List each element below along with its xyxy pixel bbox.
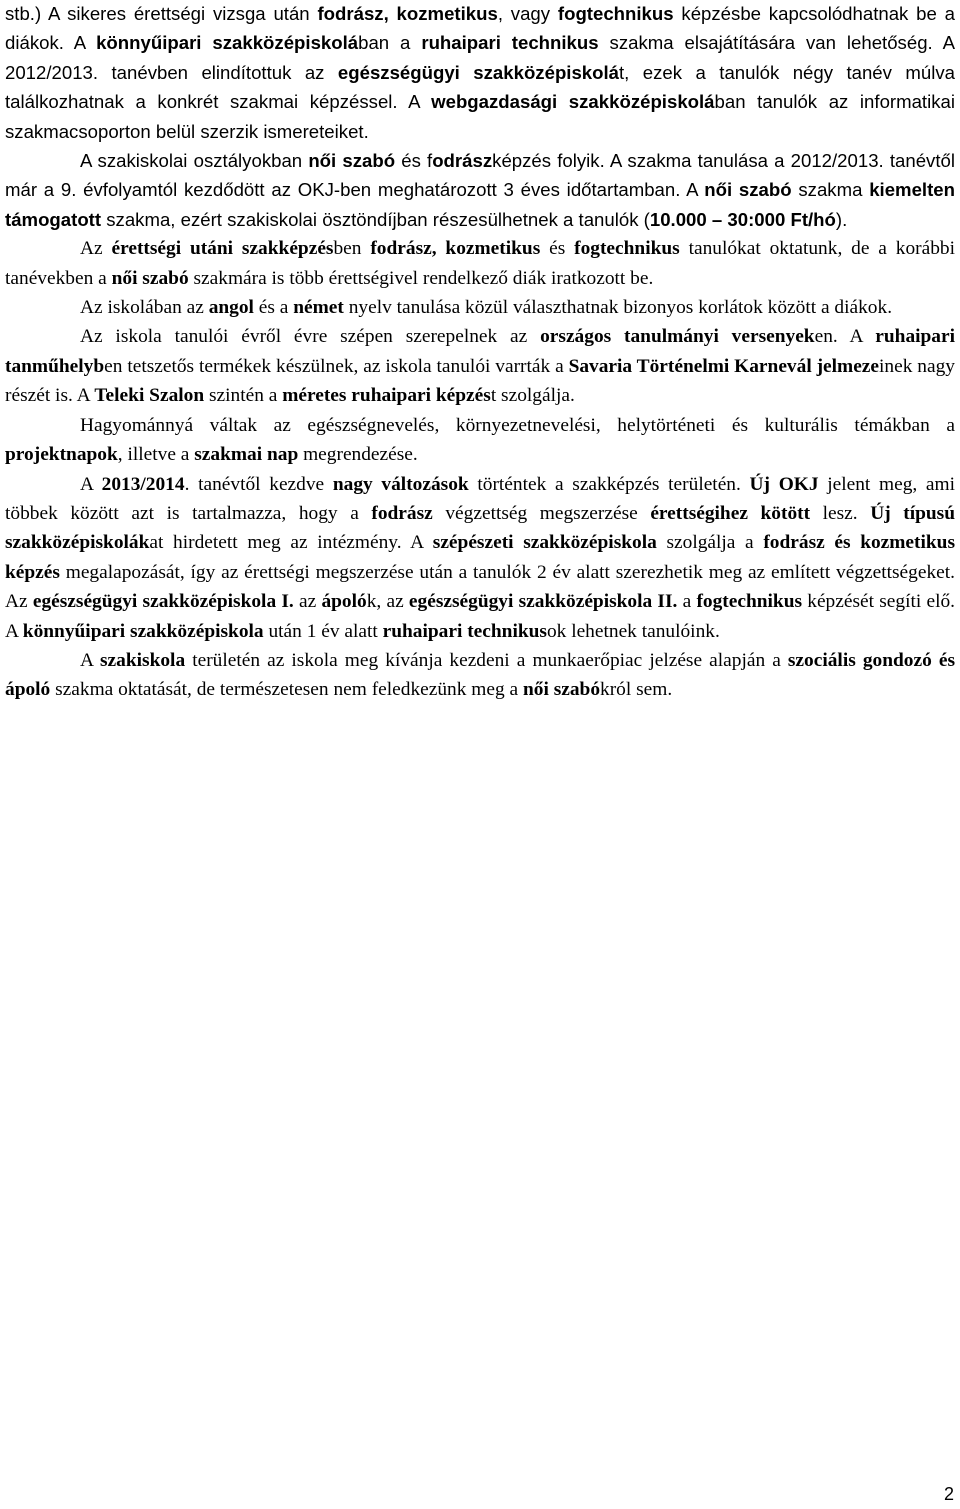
paragraph (5, 322, 955, 410)
text-run: ben (333, 238, 371, 260)
text-run: szakma (791, 179, 870, 201)
bold-text: fodrász (371, 502, 433, 524)
text-run: en. A (814, 326, 876, 348)
text-run: , vagy (497, 3, 558, 24)
bold-text: angol (208, 297, 254, 319)
bold-text: ruhaipari technikus (382, 620, 547, 642)
bold-text: Teleki Szalon (94, 385, 205, 407)
paragraph (5, 0, 955, 146)
text-run: k, az (366, 591, 409, 613)
text-run: szolgálja a (656, 532, 764, 554)
paragraph (5, 146, 955, 234)
text-run: stb.) A sikeres érettségi vizsga után (5, 3, 318, 24)
bold-text: női szabó (308, 150, 396, 172)
text-run: A szakiskolai osztályokban (80, 150, 309, 172)
text-run: képzését segíti elő. A (5, 591, 955, 642)
paragraph (5, 646, 955, 705)
text-run: képzésbe kapcsolódhatnak be a diákok. A (5, 3, 955, 54)
text-run: Hagyománnyá váltak az egészségnevelés, környezetnevelési, helytörténeti és kulturális témákban a (80, 414, 955, 436)
text-run: , illetve a (117, 444, 195, 466)
bold-text: országos tanulmányi versenyek (540, 326, 815, 348)
bold-text: fogtechnikus (696, 591, 803, 613)
text-run: képzés folyik. A szakma tanulása a 2012/2013. tanévtől már a 9. évfolyamtól kezdődött az OKJ-ben meghatározott 3 éves időtartamban. A (5, 150, 955, 201)
paragraph (5, 470, 955, 646)
text-run: szakma elsajátítására van lehetőség. A 2012/2013. tanévben elindítottuk az (5, 32, 955, 83)
text-run: A (80, 649, 101, 671)
bold-text: méretes ruhaipari képzés (282, 385, 491, 407)
bold-text: női szabó (111, 267, 189, 289)
bold-text: webgazdasági szakközépiskolá (431, 91, 715, 113)
bold-text: szakmai nap (194, 444, 299, 466)
text-run: t szolgálja. (490, 385, 575, 407)
text-run: at hirdetett meg az intézmény. A (149, 532, 433, 554)
text-run: és a (253, 297, 294, 319)
text-run: szakma, ezért szakiskolai ösztöndíjban részesülhetnek a tanulók ( (101, 208, 650, 230)
text-run: król sem. (600, 679, 673, 701)
bold-text: Savaria Történelmi Karnevál jelmeze (568, 355, 880, 377)
bold-text: 2013/2014 (101, 473, 185, 495)
text-run: és (540, 238, 575, 260)
text-run: területén az iskola meg kívánja kezdeni a munkaerőpiac jelzése alapján a (185, 649, 788, 671)
text-run: jelent meg, ami többek között azt is tartalmazza, hogy a (5, 473, 956, 524)
bold-text: fodrász, kozmetikus (317, 3, 498, 24)
text-run: ok lehetnek tanulóink. (546, 620, 720, 642)
text-run: t, ezek a tanulók négy tanév múlva találkozhatnak a konkrét szakmai képzéssel. A (5, 61, 955, 113)
text-run: történtek a szakképzés területén. (468, 473, 750, 495)
bold-text: női szabó (522, 679, 601, 701)
body-text (5, 0, 955, 705)
bold-text: fodrász és kozmetikus képzés (5, 532, 955, 583)
text-run: az (293, 591, 322, 613)
text-run: megrendezése. (298, 444, 418, 466)
bold-text: projektnapok (5, 444, 118, 466)
text-run: ban a (358, 32, 422, 54)
bold-text: szépészeti szakközépiskola (432, 532, 657, 554)
bold-text: ápoló (321, 591, 367, 613)
bold-text: fogtechnikus (557, 3, 674, 24)
bold-text: ruhaipari tanműhelyb (5, 326, 955, 377)
bold-text: egészségügyi szakközépiskola I. (32, 591, 294, 613)
paragraph (5, 293, 955, 322)
text-run: szakma oktatását, de természetesen nem feledkezünk meg a (50, 679, 523, 701)
document-page (5, 0, 955, 705)
text-run: után 1 év alatt (263, 620, 383, 642)
bold-text: női szabó (704, 179, 792, 201)
bold-text: szociális gondozó és ápoló (5, 649, 955, 701)
text-run: Az iskola tanulói évről évre szépen szerepelnek az (80, 326, 541, 348)
bold-text: nagy változások (332, 473, 469, 495)
text-run: inek nagy részét is. A (5, 355, 955, 407)
bold-text: könnyűipari szakközépiskola (22, 620, 264, 642)
bold-text: Új OKJ (749, 473, 819, 495)
bold-text: német (293, 297, 344, 319)
text-run: lesz. (810, 502, 871, 524)
text-run: A (80, 473, 102, 495)
bold-text: szakiskola (100, 649, 186, 671)
text-run: en tetszetős termékek készülnek, az iskola tanulói varrták a (104, 355, 569, 377)
text-run: tanulókat oktatunk, de a korábbi tanévekben a (5, 238, 955, 289)
text-run: végzettség megszerzése (432, 502, 651, 524)
text-run: Az iskolában az (80, 297, 209, 319)
text-run: nyelv tanulása közül választhatnak bizonyos korlátok között a diákok. (343, 297, 893, 319)
text-run: . tanévtől kezdve (184, 473, 333, 495)
bold-text: 10.000 – 30:000 Ft/hó (649, 208, 836, 230)
bold-text: ruhaipari technikus (421, 32, 599, 54)
text-run: a (677, 591, 697, 613)
text-run: szintén a (204, 385, 283, 407)
paragraph (5, 234, 955, 293)
page-number: 2 (943, 1484, 954, 1504)
bold-text: fogtechnikus (574, 238, 680, 260)
bold-text: egészségügyi szakközépiskolá (337, 61, 620, 83)
bold-text: érettségihez kötött (650, 502, 811, 524)
text-run: megalapozását, így az érettségi megszerzése után a tanulók 2 év alatt szerezhetik meg az említett végzettségeket. Az (5, 561, 955, 613)
bold-text: egészségügyi szakközépiskola II. (408, 591, 678, 613)
paragraph (5, 411, 955, 470)
bold-text: Új típusú szakközépiskolák (5, 502, 955, 554)
bold-text: fodrász, kozmetikus (370, 238, 541, 260)
bold-text: könnyűipari szakközépiskolá (96, 32, 359, 54)
bold-text: odrász (432, 150, 493, 172)
text-run: Az (80, 238, 112, 260)
text-run: szakmára is több érettségivel rendelkező diák iratkozott be. (188, 267, 654, 289)
text-run: és f (395, 150, 433, 172)
bold-text: kiemelten támogatott (5, 179, 955, 230)
text-run: ban tanulók az informatikai szakmacsoporton belül szerzik ismereteiket. (5, 91, 955, 142)
bold-text: érettségi utáni szakképzés (111, 238, 334, 260)
text-run: ). (835, 208, 848, 230)
